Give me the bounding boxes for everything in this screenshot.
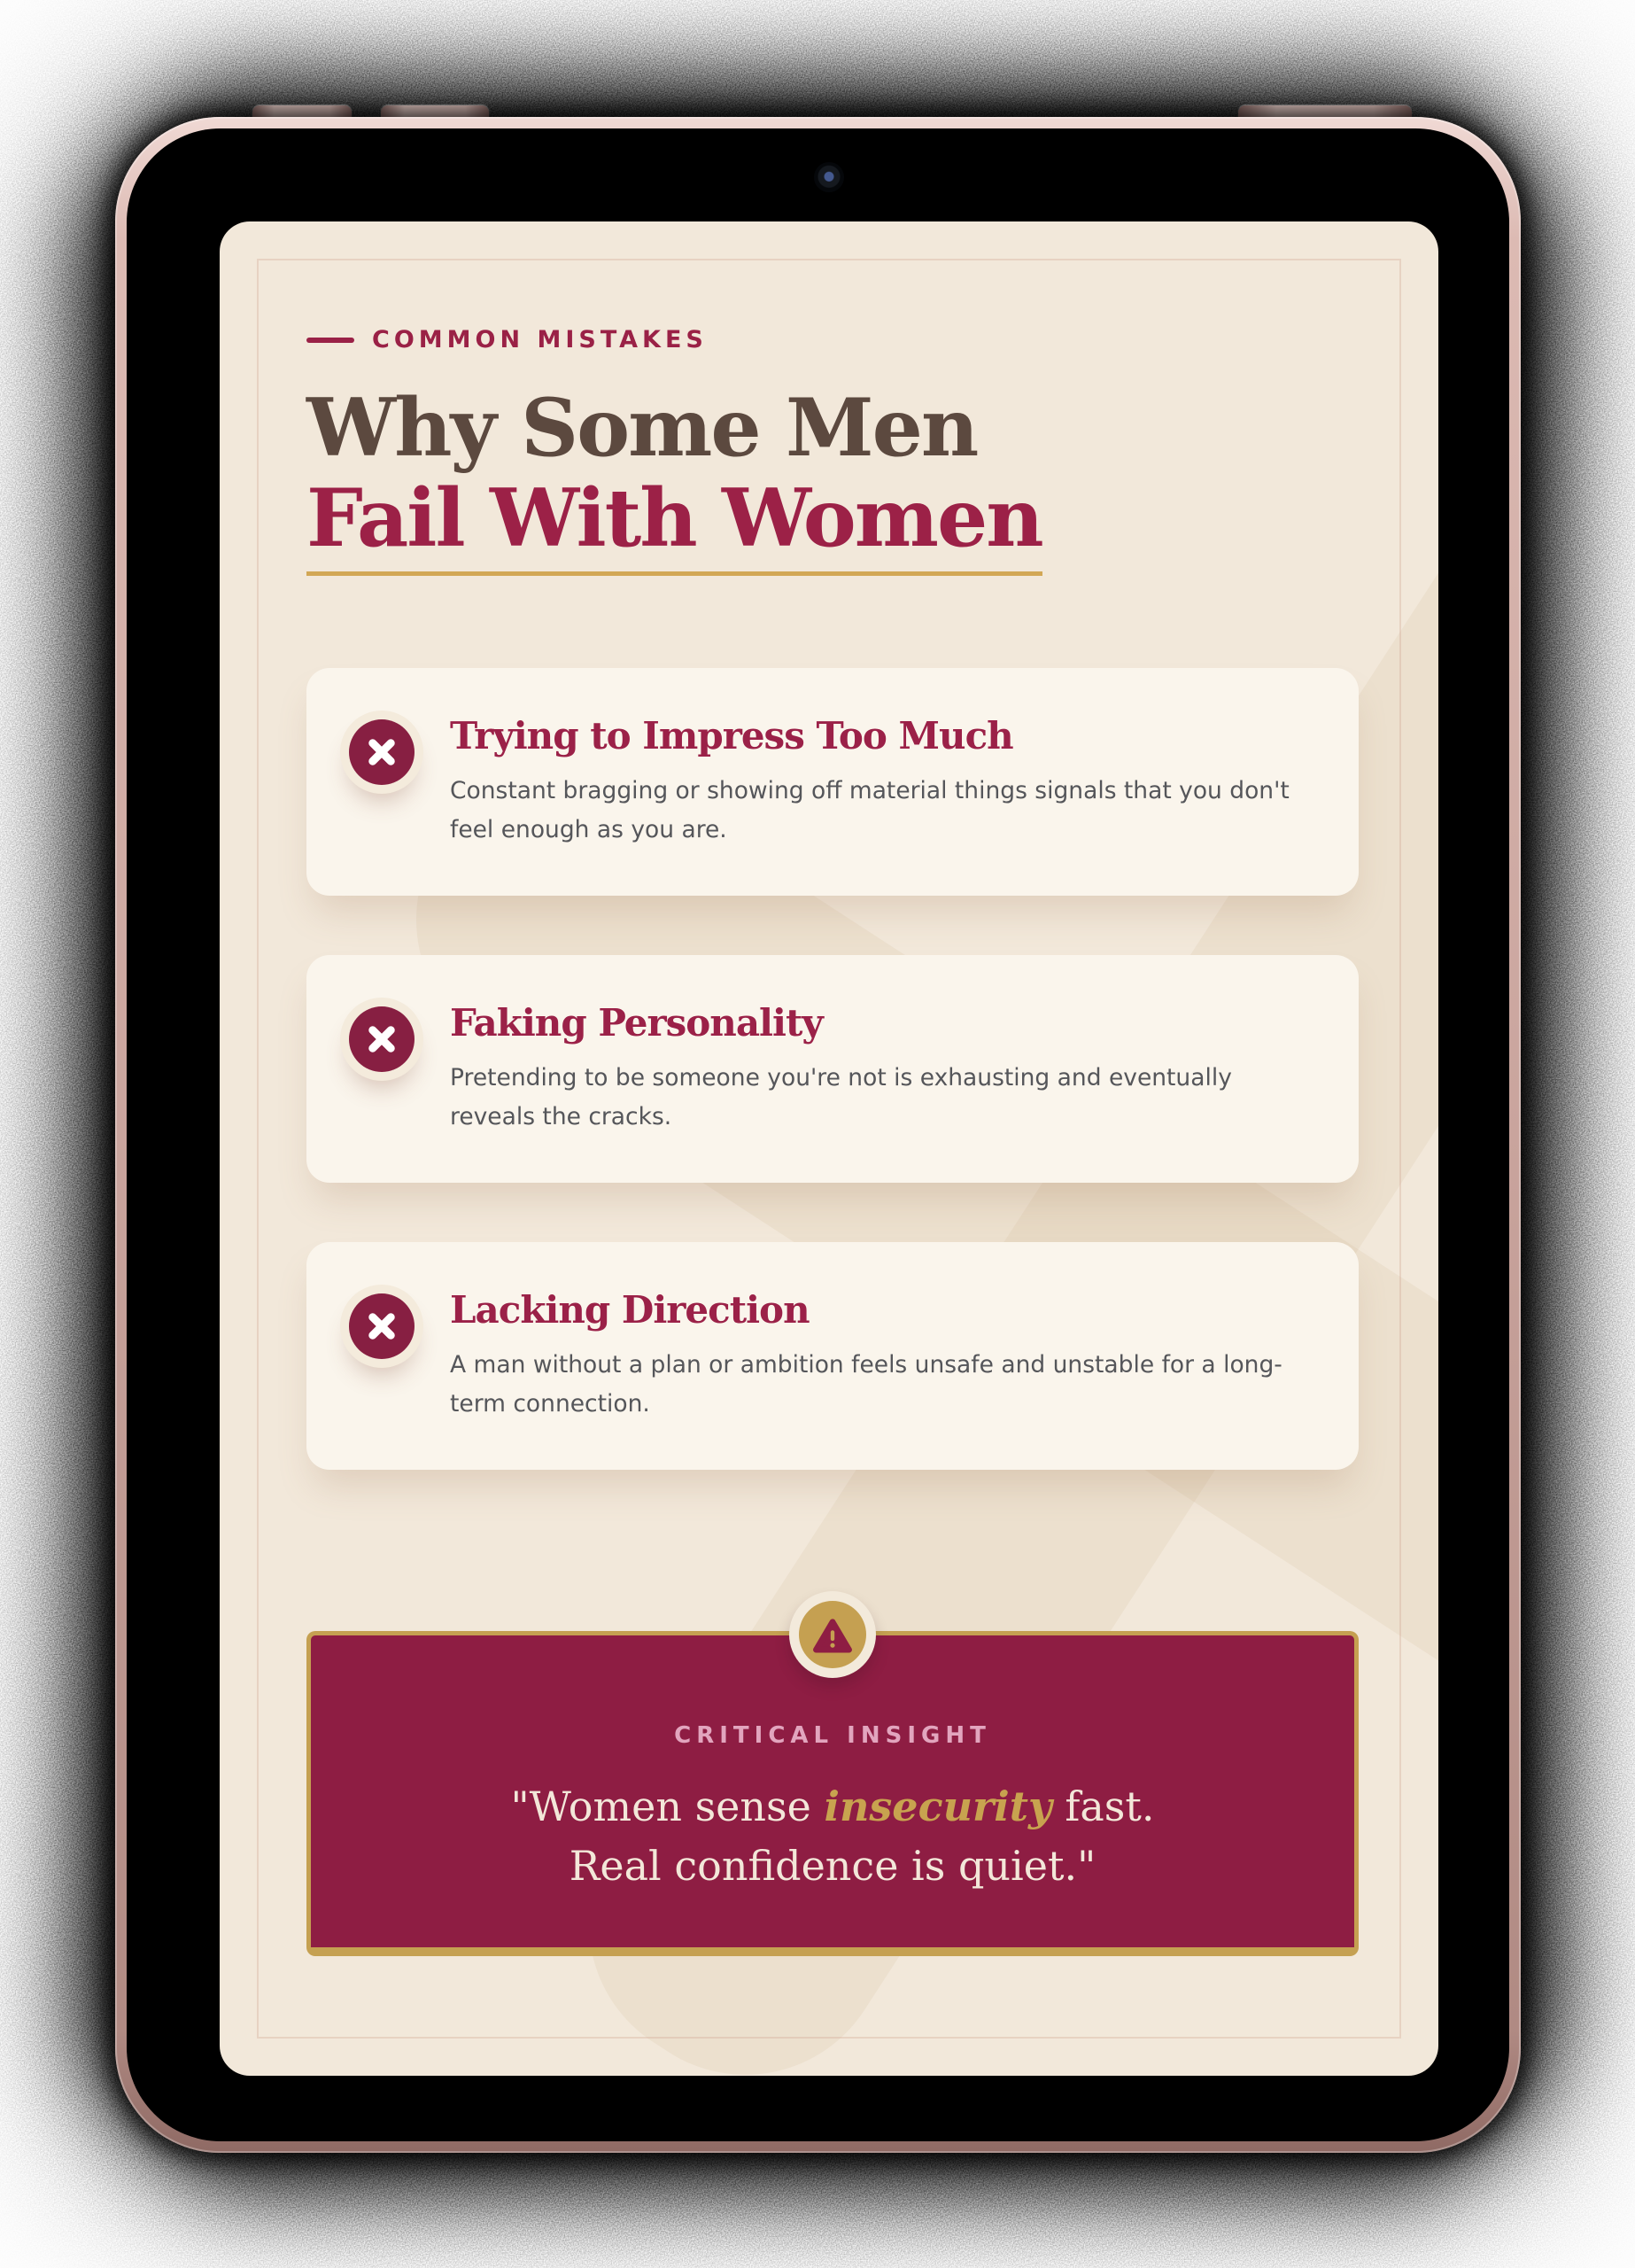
mistake-card [306,668,1359,896]
warning-badge-circle [799,1601,866,1668]
mistake-description: Pretending to be someone you're not is exhausting and eventually reveals the cracks. [450,1064,1232,1131]
mistake-title: Trying to Impress Too Much [450,714,1013,758]
x-icon [349,1006,415,1072]
mistake-title: Lacking Direction [450,1288,810,1332]
eyebrow [306,326,1359,353]
quote-line2: Real confidence is quiet." [569,1841,1096,1890]
page-title-line1: Why Some Men [306,381,978,475]
insight-quote [346,1777,1319,1895]
warning-badge [789,1591,876,1678]
mistake-card-text [450,714,1309,850]
mistake-card [306,1242,1359,1470]
mistake-card [306,955,1359,1183]
mistake-card-text [450,1288,1309,1424]
quote-prefix: "Women sense [510,1783,825,1831]
x-icon [349,719,415,785]
mistake-description: A man without a plan or ambition feels unsafe and unstable for a long-term connection. [450,1351,1282,1418]
page-title [306,381,1359,576]
x-icon [349,1293,415,1359]
warning-triangle-icon [812,1616,853,1653]
mistake-title: Faking Personality [450,1001,823,1045]
quote-suffix: fast. [1051,1783,1155,1831]
eyebrow-dash [306,338,354,343]
mistake-card-text [450,1001,1309,1137]
page-content [306,326,1359,1956]
tablet-device [115,117,1521,2153]
critical-insight-box [306,1631,1359,1955]
insight-label: CRITICAL INSIGHT [674,1722,991,1750]
camera-icon [814,162,844,192]
page-title-line2: Fail With Women [306,474,1042,577]
quote-highlight: insecurity [824,1783,1052,1831]
device-bezel [127,128,1509,2141]
eyebrow-label: COMMON MISTAKES [372,326,708,353]
mistake-card-list [306,668,1359,1470]
infographic-page [220,221,1438,2076]
mistake-description: Constant bragging or showing off material things signals that you don't feel enough as you are. [450,777,1290,844]
